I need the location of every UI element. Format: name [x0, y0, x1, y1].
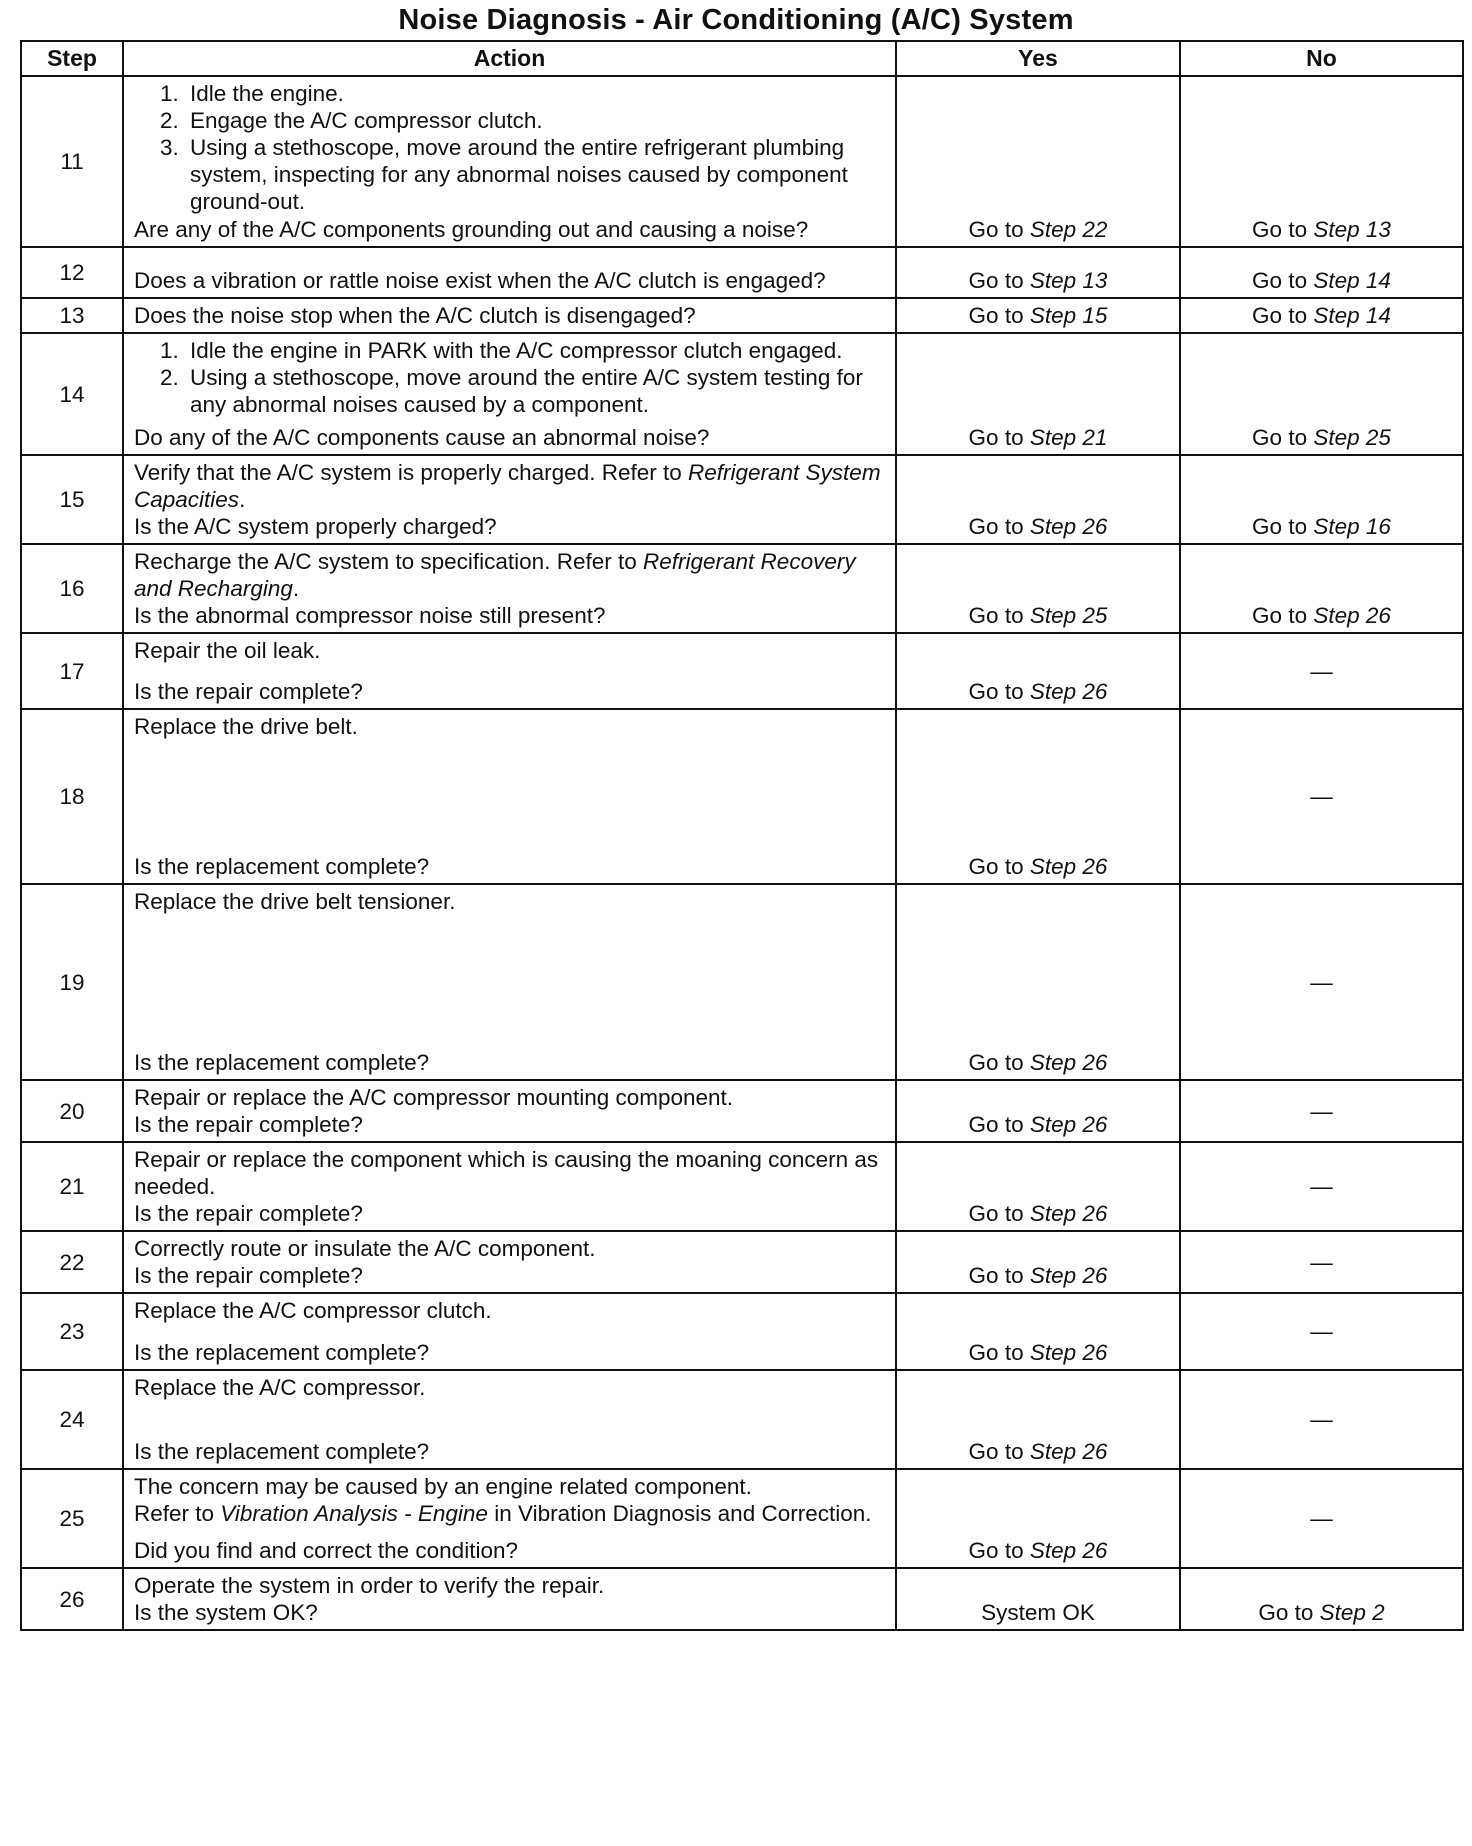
yes-result [896, 709, 1180, 884]
procedure-item-number: 1. [160, 338, 179, 363]
column-header-no: No [1180, 41, 1463, 76]
instruction-text: Replace the A/C compressor clutch. [134, 1298, 492, 1323]
go-to-label: Go to [968, 1201, 1030, 1226]
table-row [21, 333, 1463, 455]
procedure-item-number: 2. [160, 365, 179, 390]
instruction-with-reference [134, 548, 887, 602]
table-row [21, 247, 1463, 298]
action-content [134, 637, 887, 705]
step-number: 26 [21, 1568, 123, 1630]
not-applicable-dash: — [1310, 1098, 1333, 1124]
step-word: Step [1313, 514, 1360, 539]
action-cell [123, 633, 896, 709]
action-cell [123, 1142, 896, 1231]
not-applicable-dash: — [1310, 1407, 1333, 1432]
procedure-item [160, 337, 887, 364]
step-word: Step [1029, 1439, 1077, 1464]
go-to-label: Go to [968, 1263, 1030, 1288]
procedure-item-number: 2. [160, 108, 179, 133]
diagnosis-table [20, 40, 1464, 1631]
instruction-text: Replace the drive belt tensioner. [134, 889, 456, 914]
table-row [21, 633, 1463, 709]
step-number: 25 [21, 1469, 123, 1568]
procedure-item [160, 107, 887, 134]
go-to-label: Go to [968, 1538, 1030, 1563]
go-to-label: Go to [968, 854, 1030, 879]
question-text: Is the repair complete? [134, 1201, 363, 1226]
go-to-label: Go to [968, 1439, 1030, 1464]
step-word: Step [1313, 268, 1360, 293]
action-content [134, 337, 887, 451]
action-cell [123, 333, 896, 455]
action-content [134, 713, 887, 880]
step-target-number: 21 [1082, 425, 1108, 450]
action-cell [123, 455, 896, 544]
reference-link[interactable]: Refrigerant Recovery and Recharging [134, 549, 856, 601]
action-cell [123, 1080, 896, 1142]
no-result [1180, 709, 1463, 884]
step-number: 17 [21, 633, 123, 709]
step-word: Step [1029, 1263, 1077, 1288]
result-text: System OK [981, 1600, 1095, 1625]
procedure-item-number: 3. [160, 135, 179, 160]
question-text: Is the replacement complete? [134, 1050, 430, 1075]
not-applicable-dash: — [1310, 1174, 1333, 1199]
step-target-number: 26 [1082, 1538, 1108, 1563]
action-content [134, 1473, 887, 1564]
no-result [1180, 1231, 1463, 1293]
action-cell [123, 1469, 896, 1568]
question-text: Is the repair complete? [134, 679, 363, 704]
not-applicable-dash: — [1310, 969, 1333, 995]
action-cell [123, 1293, 896, 1370]
step-target-number: 13 [1082, 268, 1108, 293]
yes-result [896, 1370, 1180, 1469]
step-target-number: 26 [1082, 1112, 1108, 1137]
procedure-item [160, 80, 887, 107]
go-to-label: Go to [1252, 514, 1314, 539]
no-result [1180, 333, 1463, 455]
not-applicable-dash: — [1310, 1319, 1333, 1344]
yes-result [896, 298, 1180, 333]
go-to-label: Go to [1252, 217, 1314, 242]
go-to-label: Go to [968, 1340, 1030, 1365]
step-word: Step [1313, 603, 1360, 628]
no-result [1180, 1293, 1463, 1370]
yes-result [896, 1142, 1180, 1231]
action-content [134, 1297, 887, 1366]
step-word: Step [1313, 425, 1360, 450]
yes-result [896, 1080, 1180, 1142]
step-target-number: 26 [1082, 1050, 1108, 1075]
no-result [1180, 1370, 1463, 1469]
page-title: Noise Diagnosis - Air Conditioning (A/C) System [398, 4, 1074, 36]
action-content [134, 302, 887, 329]
yes-result [896, 1568, 1180, 1630]
no-result [1180, 1080, 1463, 1142]
not-applicable-dash: — [1310, 784, 1333, 809]
reference-link[interactable]: Vibration Analysis - Engine [220, 1501, 488, 1526]
table-header-row [21, 41, 1463, 76]
step-number: 15 [21, 455, 123, 544]
question-text: Is the system OK? [134, 1600, 318, 1625]
yes-result [896, 1231, 1180, 1293]
question-text: Is the replacement complete? [134, 854, 430, 879]
action-cell [123, 76, 896, 247]
question-text: Does a vibration or rattle noise exist when the A/C clutch is engaged? [134, 268, 826, 293]
action-content [134, 1146, 887, 1227]
step-number: 18 [21, 709, 123, 884]
action-instructions [134, 888, 887, 915]
yes-result [896, 884, 1180, 1080]
table-row [21, 1231, 1463, 1293]
step-number: 23 [21, 1293, 123, 1370]
step-word: Step [1029, 1112, 1077, 1137]
procedure-item-text: Using a stethoscope, move around the entire A/C system testing for any abnormal noises caused by a component. [190, 365, 863, 417]
instruction-text: . [292, 576, 300, 601]
no-result [1180, 76, 1463, 247]
yes-result [896, 1469, 1180, 1568]
step-target-number: 26 [1082, 679, 1108, 704]
step-word: Step [1319, 1600, 1366, 1625]
step-number: 16 [21, 544, 123, 633]
yes-result [896, 544, 1180, 633]
step-number: 21 [21, 1142, 123, 1231]
step-target-number: 14 [1365, 268, 1391, 293]
table-row [21, 884, 1463, 1080]
action-instructions [134, 1146, 887, 1200]
go-to-label: Go to [1252, 268, 1314, 293]
instruction-text: Replace the A/C compressor. [134, 1375, 426, 1400]
not-applicable-dash: — [1310, 1506, 1333, 1531]
step-target-number: 14 [1365, 303, 1391, 328]
table-row [21, 1469, 1463, 1568]
no-result [1180, 633, 1463, 709]
no-result [1180, 1469, 1463, 1568]
go-to-label: Go to [1258, 1600, 1320, 1625]
go-to-label: Go to [1252, 425, 1314, 450]
yes-result [896, 76, 1180, 247]
yes-result [896, 247, 1180, 298]
question-text: Is the repair complete? [134, 1112, 363, 1137]
action-cell [123, 709, 896, 884]
column-header-action: Action [123, 41, 896, 76]
action-instructions [134, 1235, 887, 1262]
step-word: Step [1029, 603, 1077, 628]
column-header-step: Step [21, 41, 123, 76]
step-target-number: 22 [1082, 217, 1108, 242]
action-content [134, 251, 887, 294]
table-row [21, 1370, 1463, 1469]
procedure-item [160, 364, 887, 418]
instruction-with-reference [134, 459, 887, 513]
question-text: Is the A/C system properly charged? [134, 514, 497, 539]
question-text: Is the abnormal compressor noise still present? [134, 603, 606, 628]
go-to-label: Go to [968, 268, 1030, 293]
table-row [21, 1142, 1463, 1231]
action-instructions [134, 548, 887, 602]
yes-result [896, 633, 1180, 709]
step-word: Step [1029, 217, 1077, 242]
step-word: Step [1029, 303, 1077, 328]
instruction-text: Verify that the A/C system is properly charged. Refer to [134, 460, 688, 485]
procedure-item-text: Idle the engine. [190, 81, 344, 106]
question-text: Did you find and correct the condition? [134, 1538, 518, 1563]
action-instructions [134, 1374, 887, 1401]
action-instructions [134, 1084, 887, 1111]
yes-result [896, 455, 1180, 544]
instruction-text: . [239, 487, 246, 512]
instruction-text: Replace the drive belt. [134, 714, 358, 739]
procedure-item-number: 1. [160, 81, 179, 106]
go-to-label: Go to [968, 514, 1030, 539]
step-target-number: 2 [1372, 1600, 1385, 1625]
instruction-text: Correctly route or insulate the A/C component. [134, 1236, 596, 1261]
table-row [21, 1293, 1463, 1370]
step-target-number: 26 [1082, 1201, 1108, 1226]
no-result [1180, 884, 1463, 1080]
go-to-label: Go to [1252, 303, 1314, 328]
no-result [1180, 247, 1463, 298]
question-text: Are any of the A/C components grounding out and causing a noise? [134, 217, 809, 242]
step-target-number: 26 [1082, 1340, 1108, 1365]
procedure-item-text: Using a stethoscope, move around the entire refrigerant plumbing system, inspecting for any abnormal noises caused by component ground-out. [190, 135, 848, 214]
no-result [1180, 1568, 1463, 1630]
step-word: Step [1313, 303, 1360, 328]
step-target-number: 26 [1082, 1439, 1108, 1464]
step-word: Step [1029, 1201, 1077, 1226]
table-row [21, 544, 1463, 633]
step-word: Step [1029, 854, 1077, 879]
procedure-item-text: Idle the engine in PARK with the A/C compressor clutch engaged. [190, 338, 843, 363]
go-to-label: Go to [968, 1112, 1030, 1137]
step-target-number: 25 [1365, 425, 1391, 450]
action-cell [123, 884, 896, 1080]
step-word: Step [1029, 268, 1077, 293]
go-to-label: Go to [968, 303, 1030, 328]
action-cell [123, 1568, 896, 1630]
action-instructions [134, 80, 887, 215]
procedure-list [134, 80, 887, 215]
instruction-text: Repair or replace the component which is causing the moaning concern as needed. [134, 1147, 879, 1199]
action-instructions [134, 1297, 887, 1324]
step-number: 20 [21, 1080, 123, 1142]
step-word: Step [1029, 1538, 1077, 1563]
table-row [21, 455, 1463, 544]
question-text: Does the noise stop when the A/C clutch is disengaged? [134, 303, 696, 328]
question-text: Is the replacement complete? [134, 1340, 430, 1365]
instruction-text: The concern may be caused by an engine related component. [134, 1474, 752, 1499]
instruction-text: Recharge the A/C system to specification. Refer to [134, 549, 643, 574]
step-number: 11 [21, 76, 123, 247]
step-number: 14 [21, 333, 123, 455]
action-content [134, 1235, 887, 1289]
go-to-label: Go to [968, 1050, 1030, 1075]
procedure-item [160, 134, 887, 215]
step-word: Step [1029, 1340, 1077, 1365]
action-instructions [134, 637, 887, 664]
instruction-text: Refer to [134, 1501, 221, 1526]
step-number: 13 [21, 298, 123, 333]
step-number: 12 [21, 247, 123, 298]
action-content [134, 1374, 887, 1465]
step-word: Step [1029, 1050, 1077, 1075]
action-cell [123, 544, 896, 633]
instruction-text: in Vibration Diagnosis and Correction. [487, 1501, 872, 1526]
step-target-number: 26 [1365, 603, 1391, 628]
action-instructions [134, 1473, 887, 1527]
no-result [1180, 544, 1463, 633]
no-result [1180, 455, 1463, 544]
action-content [134, 1084, 887, 1138]
table-row [21, 1080, 1463, 1142]
action-content [134, 1572, 887, 1626]
action-instructions [134, 713, 887, 740]
question-text: Is the repair complete? [134, 1263, 363, 1288]
step-target-number: 26 [1082, 514, 1108, 539]
table-row [21, 76, 1463, 247]
question-text: Do any of the A/C components cause an abnormal noise? [134, 425, 710, 450]
step-target-number: 13 [1365, 217, 1391, 242]
step-word: Step [1029, 514, 1077, 539]
table-row [21, 298, 1463, 333]
yes-result [896, 333, 1180, 455]
table-row [21, 1568, 1463, 1630]
step-target-number: 25 [1082, 603, 1108, 628]
step-word: Step [1313, 217, 1360, 242]
step-number: 22 [21, 1231, 123, 1293]
action-cell [123, 298, 896, 333]
yes-result [896, 1293, 1180, 1370]
reference-link[interactable]: Refrigerant System Capacities [134, 460, 881, 512]
no-result [1180, 298, 1463, 333]
step-number: 19 [21, 884, 123, 1080]
action-instructions [134, 459, 887, 513]
procedure-item-text: Engage the A/C compressor clutch. [190, 108, 543, 133]
action-content [134, 548, 887, 629]
step-target-number: 16 [1365, 514, 1391, 539]
instruction-with-reference [134, 1500, 887, 1527]
no-result [1180, 1142, 1463, 1231]
not-applicable-dash: — [1310, 658, 1333, 684]
go-to-label: Go to [968, 679, 1030, 704]
step-target-number: 26 [1082, 854, 1108, 879]
column-header-yes: Yes [896, 41, 1180, 76]
action-cell [123, 1370, 896, 1469]
instruction-text: Repair or replace the A/C compressor mounting component. [134, 1085, 734, 1110]
step-number: 24 [21, 1370, 123, 1469]
not-applicable-dash: — [1310, 1249, 1333, 1275]
go-to-label: Go to [968, 217, 1030, 242]
action-content [134, 459, 887, 540]
step-target-number: 15 [1082, 303, 1108, 328]
instruction-text: Operate the system in order to verify the repair. [134, 1573, 605, 1598]
go-to-label: Go to [968, 603, 1030, 628]
step-target-number: 26 [1082, 1263, 1108, 1288]
action-cell [123, 247, 896, 298]
go-to-label: Go to [968, 425, 1030, 450]
action-content [134, 80, 887, 243]
action-cell [123, 1231, 896, 1293]
step-word: Step [1029, 425, 1077, 450]
action-instructions [134, 1572, 887, 1599]
go-to-label: Go to [1252, 603, 1314, 628]
question-text: Is the replacement complete? [134, 1439, 430, 1464]
action-instructions [134, 337, 887, 418]
step-word: Step [1029, 679, 1077, 704]
table-row [21, 709, 1463, 884]
procedure-list [134, 337, 887, 418]
action-content [134, 888, 887, 1076]
instruction-text: Repair the oil leak. [134, 638, 321, 663]
